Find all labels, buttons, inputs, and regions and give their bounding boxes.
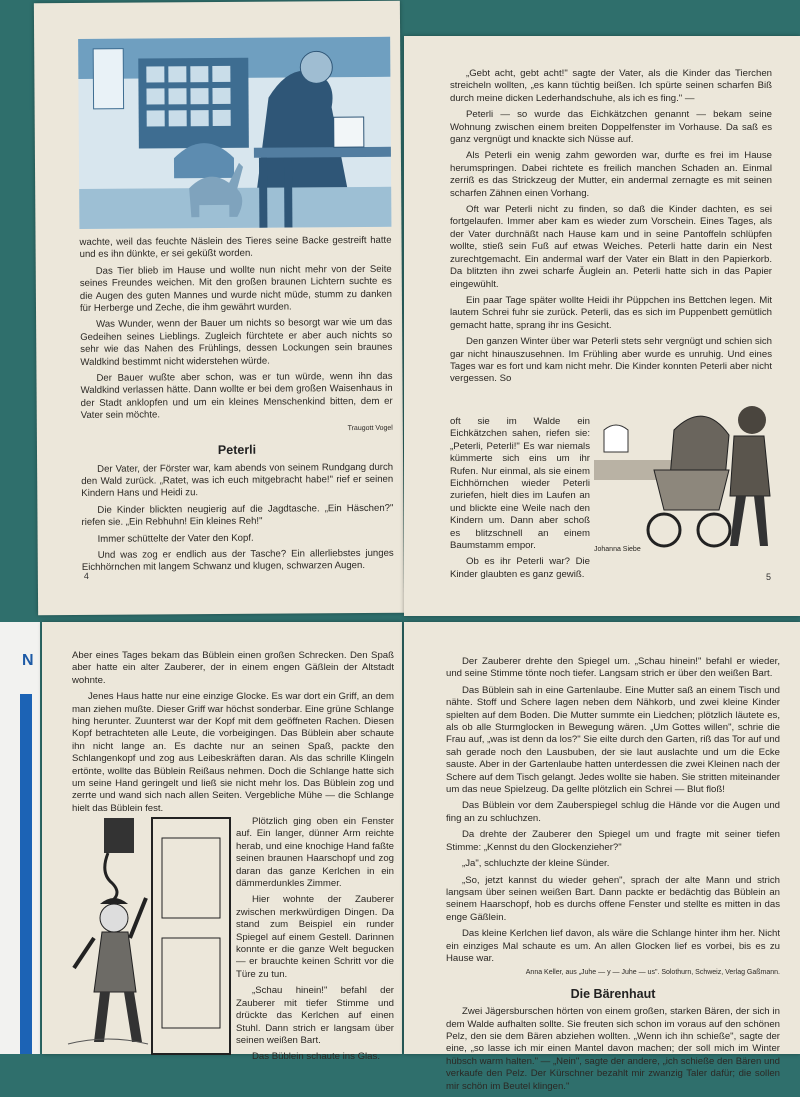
paragraph: Peterli — so wurde das Eichkätzchen genannt — bekam seine Wohnung zwischen einem breiten Doppelfenster im Vorhause. Da saß es ganz vergnügt und knackte sich Nüsse auf. (450, 109, 772, 146)
bottom-left-sheet (42, 622, 402, 1063)
author-credit: Traugott Vogel (347, 424, 393, 432)
paragraph: Die Kinder blickten neugierig auf die Jagdtasche. „Ein Häschen?" riefen sie. „Ein Rebhuhn! Ein kleines Reh!" (81, 502, 394, 529)
paragraph: Als Peterli ein wenig zahm geworden war, durfte es frei im Hause herumspringen. Dabei richtete es freilich manchen Schaden an. Einmal zerriß es das Strickzeug der Mutter, ein andermal zernagte es mit seinen scharfen Zähnen einen Vorhang. (450, 150, 772, 199)
continuation-text: wachte, weil das feuchte Näslein des Tieres seine Backe gestreift hatte und es ihn dünkte, er sei geküßt worden. (79, 234, 392, 261)
cover-tab (0, 622, 40, 1054)
top-right-page (404, 36, 800, 616)
narrow-paragraph: Hier wohnte der Zauberer zwischen merkwürdigen Dingen. Da stand zum Beispiel ein runder Spiegel auf einem Gestell. Darinnen konnte er die ganze Welt begucken — er brauchte keinen Schritt vor die Türe zu tun. (236, 894, 394, 980)
author-credit: Johanna Siebe (594, 546, 641, 553)
narrow-paragraph: Plötzlich ging oben ein Fenster auf. Ein langer, dünner Arm reichte herab, und eine knochige Hand faßte seinen braunen Haarschopf und zog daran das ganze Kerlchen in ein dämmerdunkles Zimmer. (236, 816, 394, 890)
paragraph: Das Büblein vor dem Zauberspiegel schlug die Hände vor die Augen und fing an zu schluchzen. (446, 800, 780, 824)
paragraph: Den ganzen Winter über war Peterli stets sehr vergnügt und schien sich gar nicht hinauszusehnen. Im Frühling aber wurde es unruhig. Und eines Tages war es fort und kam nicht mehr. Die Kinder konnten Peterli aber nicht vergessen. So (450, 336, 772, 385)
paragraph: Zwei Jägersburschen hörten von einem großen, starken Bären, der sich in dem Walde aufhalten sollte. Sie freuten sich schon im voraus auf den schönen Pelz, den sie dem Bären abziehen wollten. „Wenn ich ihn schieße", sagte der eine, „so lasse ich mir einen Mantel davon machen; der soll mich im Winter hübsch warm halten." — „Nein", sagte der andere, „ich schieße den Bären und verkaufe den Pelz. Der Kürschner bezahlt mir zwanzig Taler dafür; die sollen mir schön im Beutel klingen." (446, 1006, 780, 1092)
bottom-right-page (404, 622, 800, 1092)
paragraph: Der Vater, der Förster war, kam abends von seinem Rundgang durch den Wald zurück. „Ratet, was ich euch mitgebracht habe!" rief er seinen Kindern Hans und Heidi zu. (81, 461, 394, 500)
paragraph: Und was zog er endlich aus der Tasche? Ein allerliebstes junges Eichhörnchen mit langem Schwanz und klugen, schwarzen Augen. (81, 547, 394, 574)
paragraph: Das kleine Kerlchen lief davon, als wäre die Schlange hinter ihm her. Nicht ein einziges Mal schaute es um. An allen Glocken lief es vorbei, bis es zu Hause war. (446, 928, 780, 964)
paragraph: „Gebt acht, gebt acht!" sagte der Vater, als die Kinder das Tierchen streicheln wollten, „es kann tüchtig beißen. Ich spürte seinen scharfen Biß durch meine dicken Lederhandschuhe, als ich es fing." — (450, 68, 772, 104)
paragraph: Das Tier blieb im Hause und wollte nun nicht mehr von der Seite seines Freundes weichen. Mit den großen braunen Lichtern suchte es die Augen des guten Mannes und wurde nicht müde, stumm zu danken für Herberge und Zeche, die ihm gewährt wurden. (79, 263, 392, 315)
paragraph: Was Wunder, wenn der Bauer um nichts so besorgt war wie um das Gedeihen seines Lieblings. Zugleich fürchtete er aber auch nichts so sehr wie das Nahen des Frühlings, dessen Lockungen sein braunes Waldkind bestimmt nicht widerstehen würde. (80, 317, 393, 368)
paragraph: Der Bauer wußte aber schon, was er tun würde, wenn ihn das Waldkind verlassen hätte. Dann wollte er bei dem großen Waisenhaus in der Stadt anklopfen und um ein kleines Menschenkind bitten, dem er Vater sein möchte. (80, 370, 393, 422)
narrow-paragraph: Das Büblein schaute ins Glas. (252, 1051, 380, 1063)
paragraph: Der Zauberer drehte den Spiegel um. „Schau hinein!" befahl er wieder, und seine Stimme tönte noch tiefer. Langsam strich er über den weißen Bart. (446, 656, 780, 680)
paragraph: Ein paar Tage später wollte Heidi ihr Püppchen ins Bettchen legen. Mit lautem Schrei fuhr sie zurück. Peterli, das es sich im Puppenbett gemütlich gemacht hatte, sprang ihr ins Gesicht. (450, 294, 772, 331)
blue-stripe (20, 694, 32, 1054)
story-title: Die Bärenhaut (570, 986, 656, 1001)
tab-letter: N (22, 652, 34, 669)
paragraph: Aber eines Tages bekam das Büblein einen großen Schrecken. Den Spaß aber hatte ein alter Zauberer, der in einem engen Gäßlein der Altstadt wohnte. (72, 650, 394, 686)
farmer-deer-illustration (78, 37, 391, 229)
paragraph: Oft war Peterli nicht zu finden, so daß die Kinder dachten, es sei fortgelaufen. Immer aber kam es wieder zum Vorschein. Eines Tages, als der Vater durchnäßt nach Hause kam und in seine Pantoffeln schlüpfen wollte, stieß sein Fuß auf etwas Weiches. Peterli hatte darin ein Nest zurechtgemacht. Ein andermal warf der Vater ein Blatt in den Papierkorb. Da blitzten ihn zwei scharfe Äuglein an. Peterli hatte sich in das Papier eingewühlt. (450, 204, 772, 290)
top-left-page (34, 1, 404, 616)
paragraph: „So, jetzt kannst du wieder gehen", sprach der alte Mann und strich langsam über seinen weißen Bart. Dann packte er bedächtig das Büblein an seinem Haarschopf, hob es durchs offene Fenster und stellte es mitten in das enge Gäßlein. (446, 874, 780, 923)
narrow-paragraph: oft sie im Walde ein Eichkätzchen sahen, riefen sie: „Peterli, Peterli!" Es war niemals kümmerte sich eins um ihr Rufen. Nur einmal, als sie einem Eichhörnchen wieder Peterli zuriefen, hielt dies im Laufen an und blickte eine Weile nach den Kindern um. Dann aber schoß es blitzschnell an einem Baumstamm empor. (450, 416, 590, 552)
paragraph: „Ja", schluchzte der kleine Sünder. (462, 858, 610, 870)
paragraph: Immer schüttelte der Vater den Kopf. (97, 532, 254, 545)
story-title: Peterli (217, 442, 257, 458)
paragraph: Jenes Haus hatte nur eine einzige Glocke. Es war dort ein Griff, an dem man ziehen mußte. Dieser Griff war höchst sonderbar. Eine grüne Schlange hing herunter. Zuunterst war der Kopf mit dem geöffneten Rachen. Diesen Kopf betrachteten alle Leute, die vorbeigingen. Das Büblein aber schaute ihn nicht lange an. Es dachte nur an seinen Spaß, packte den Schlangenkopf und zog aus Leibeskräften daran. Als das schrille Klingeln ertönte, wollte das Büblein Reißaus nehmen. Doch die Schlange hatte sich um seine Hand geringelt und ließ sie nicht mehr los. Das Büblein zog und zerrte und wand sich nach allen Seiten. Vergebliche Mühe — die Schlange hielt das Büblein fest. (72, 691, 394, 814)
closing-paragraph: Ob es ihr Peterli war? Die Kinder glaubten es ganz gewiß. (450, 556, 590, 580)
bottom-left-page (0, 622, 402, 1063)
narrow-paragraph: „Schau hinein!" befahl der Zauberer mit tiefer Stimme und drückte das Kerlchen auf einen Stuhl. Dann strich er langsam über seinen weißen Bart. (236, 985, 394, 1046)
paragraph: Da drehte der Zauberer den Spiegel um und fragte mit seiner tiefen Stimme: „Kennst du den Glockenzieher?" (446, 829, 780, 853)
author-credit: Anna Keller, aus „Juhe — y — Juhe — us". Solothurn, Schweiz, Verlag Gaßmann. (525, 969, 780, 977)
girl-doll-carriage-illustration (594, 390, 776, 560)
page-number: 4 (83, 570, 89, 581)
boy-doorbell-illustration (64, 808, 232, 1054)
paragraph: Das Büblein sah in eine Gartenlaube. Eine Mutter saß an einem Tisch und nähte. Stoff und Schere lagen neben dem Nähkorb, und zwei kleine Kinder spielten auf dem Boden. Die Mutter summte ein Liedchen; plötzlich läutete es, als ob alle Sturmglocken in Bewegung wären. „Um Gottes willen", schrie die Frau auf, „was ist denn da los?" Sie eilte durch den Garten, riß das Tor auf und sah gerade noch den Lausbuben, der sie laut auslachte und um die Ecke sauste. Aber in der Gartenlaube hatten unterdessen die zwei Kleinen nach der Schere auf dem Tisch gelangt. Jedes wollte sie haben. Sie stritten miteinander um das neue Spielzeug. Da gellte plötzlich ein Schrei — Blut floß! (446, 684, 780, 796)
page-number: 5 (766, 572, 772, 582)
